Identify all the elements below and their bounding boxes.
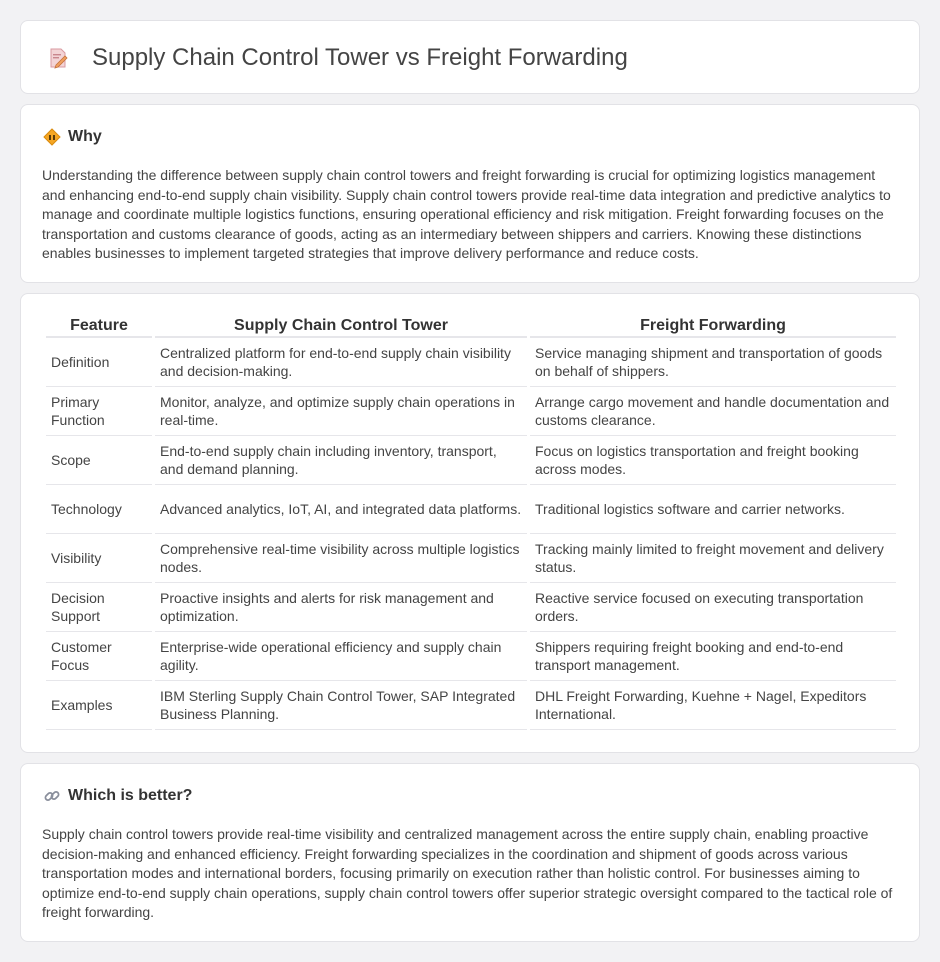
tower-cell: IBM Sterling Supply Chain Control Tower, SAP Integrated Business Planning.	[155, 681, 527, 730]
forwarding-cell: DHL Freight Forwarding, Kuehne + Nagel, Expeditors International.	[530, 681, 896, 730]
road-sign-icon	[43, 128, 61, 146]
feature-cell: Definition	[46, 338, 152, 387]
comparison-table	[43, 316, 899, 730]
title-card	[20, 20, 920, 94]
why-heading	[43, 127, 102, 147]
table-header-row	[46, 316, 896, 338]
forwarding-cell: Arrange cargo movement and handle documentation and customs clearance.	[530, 387, 896, 436]
why-heading-label: Why	[68, 128, 102, 145]
forwarding-cell: Traditional logistics software and carrier networks.	[530, 485, 896, 534]
table-row	[46, 534, 896, 583]
comparison-table-section	[20, 293, 920, 753]
table-row	[46, 583, 896, 632]
forwarding-cell: Reactive service focused on executing transportation orders.	[530, 583, 896, 632]
feature-cell: Customer Focus	[46, 632, 152, 681]
feature-cell: Visibility	[46, 534, 152, 583]
feature-cell: Examples	[46, 681, 152, 730]
pencil-document-icon	[47, 47, 69, 69]
feature-cell: Primary Function	[46, 387, 152, 436]
table-row	[46, 485, 896, 534]
feature-cell: Scope	[46, 436, 152, 485]
tower-cell: End-to-end supply chain including inventory, transport, and demand planning.	[155, 436, 527, 485]
feature-cell: Technology	[46, 485, 152, 534]
tower-cell: Comprehensive real-time visibility across multiple logistics nodes.	[155, 534, 527, 583]
table-row	[46, 632, 896, 681]
header-forwarding: Freight Forwarding	[530, 316, 896, 338]
forwarding-cell: Service managing shipment and transportation of goods on behalf of shippers.	[530, 338, 896, 387]
header-feature: Feature	[46, 316, 152, 338]
why-section	[20, 104, 920, 283]
better-heading	[43, 786, 192, 806]
table-row	[46, 436, 896, 485]
tower-cell: Enterprise-wide operational efficiency and supply chain agility.	[155, 632, 527, 681]
table-row	[46, 681, 896, 730]
why-text: Understanding the difference between supply chain control towers and freight forwarding is crucial for optimizing logistics management and enhancing end-to-end supply chain visibility. Supply chain control towers provide real-time data integration and predictive analytics to manage and coordinate multiple logistics functions, ensuring operational efficiency and risk mitigation. Freight forwarding focuses on the transportation and customs clearance of goods, acting as an intermediary between shippers and carriers. Knowing these distinctions enables businesses to implement targeted strategies that improve delivery performance and reduce costs.	[42, 167, 891, 262]
tower-cell: Proactive insights and alerts for risk management and optimization.	[155, 583, 527, 632]
forwarding-cell: Shippers requiring freight booking and end-to-end transport management.	[530, 632, 896, 681]
which-is-better-section	[20, 763, 920, 942]
tower-cell: Monitor, analyze, and optimize supply chain operations in real-time.	[155, 387, 527, 436]
forwarding-cell: Focus on logistics transportation and freight booking across modes.	[530, 436, 896, 485]
tower-cell: Advanced analytics, IoT, AI, and integrated data platforms.	[155, 485, 527, 534]
link-icon	[43, 787, 61, 805]
page-title: Supply Chain Control Tower vs Freight Forwarding	[92, 44, 628, 71]
feature-cell: Decision Support	[46, 583, 152, 632]
header-tower: Supply Chain Control Tower	[155, 316, 527, 338]
table-row	[46, 338, 896, 387]
better-heading-label: Which is better?	[68, 787, 193, 804]
better-text: Supply chain control towers provide real-time visibility and centralized management across the entire supply chain, enabling proactive decision-making and enhanced efficiency. Freight forwarding specializes in the coordination and shipment of goods across various transportation modes and international borders, focusing primarily on execution rather than holistic control. For businesses aiming to optimize end-to-end supply chain operations, supply chain control towers offer superior strategic oversight compared to the tactical role of freight forwarding.	[42, 826, 893, 921]
tower-cell: Centralized platform for end-to-end supply chain visibility and decision-making.	[155, 338, 527, 387]
forwarding-cell: Tracking mainly limited to freight movement and delivery status.	[530, 534, 896, 583]
table-row	[46, 387, 896, 436]
